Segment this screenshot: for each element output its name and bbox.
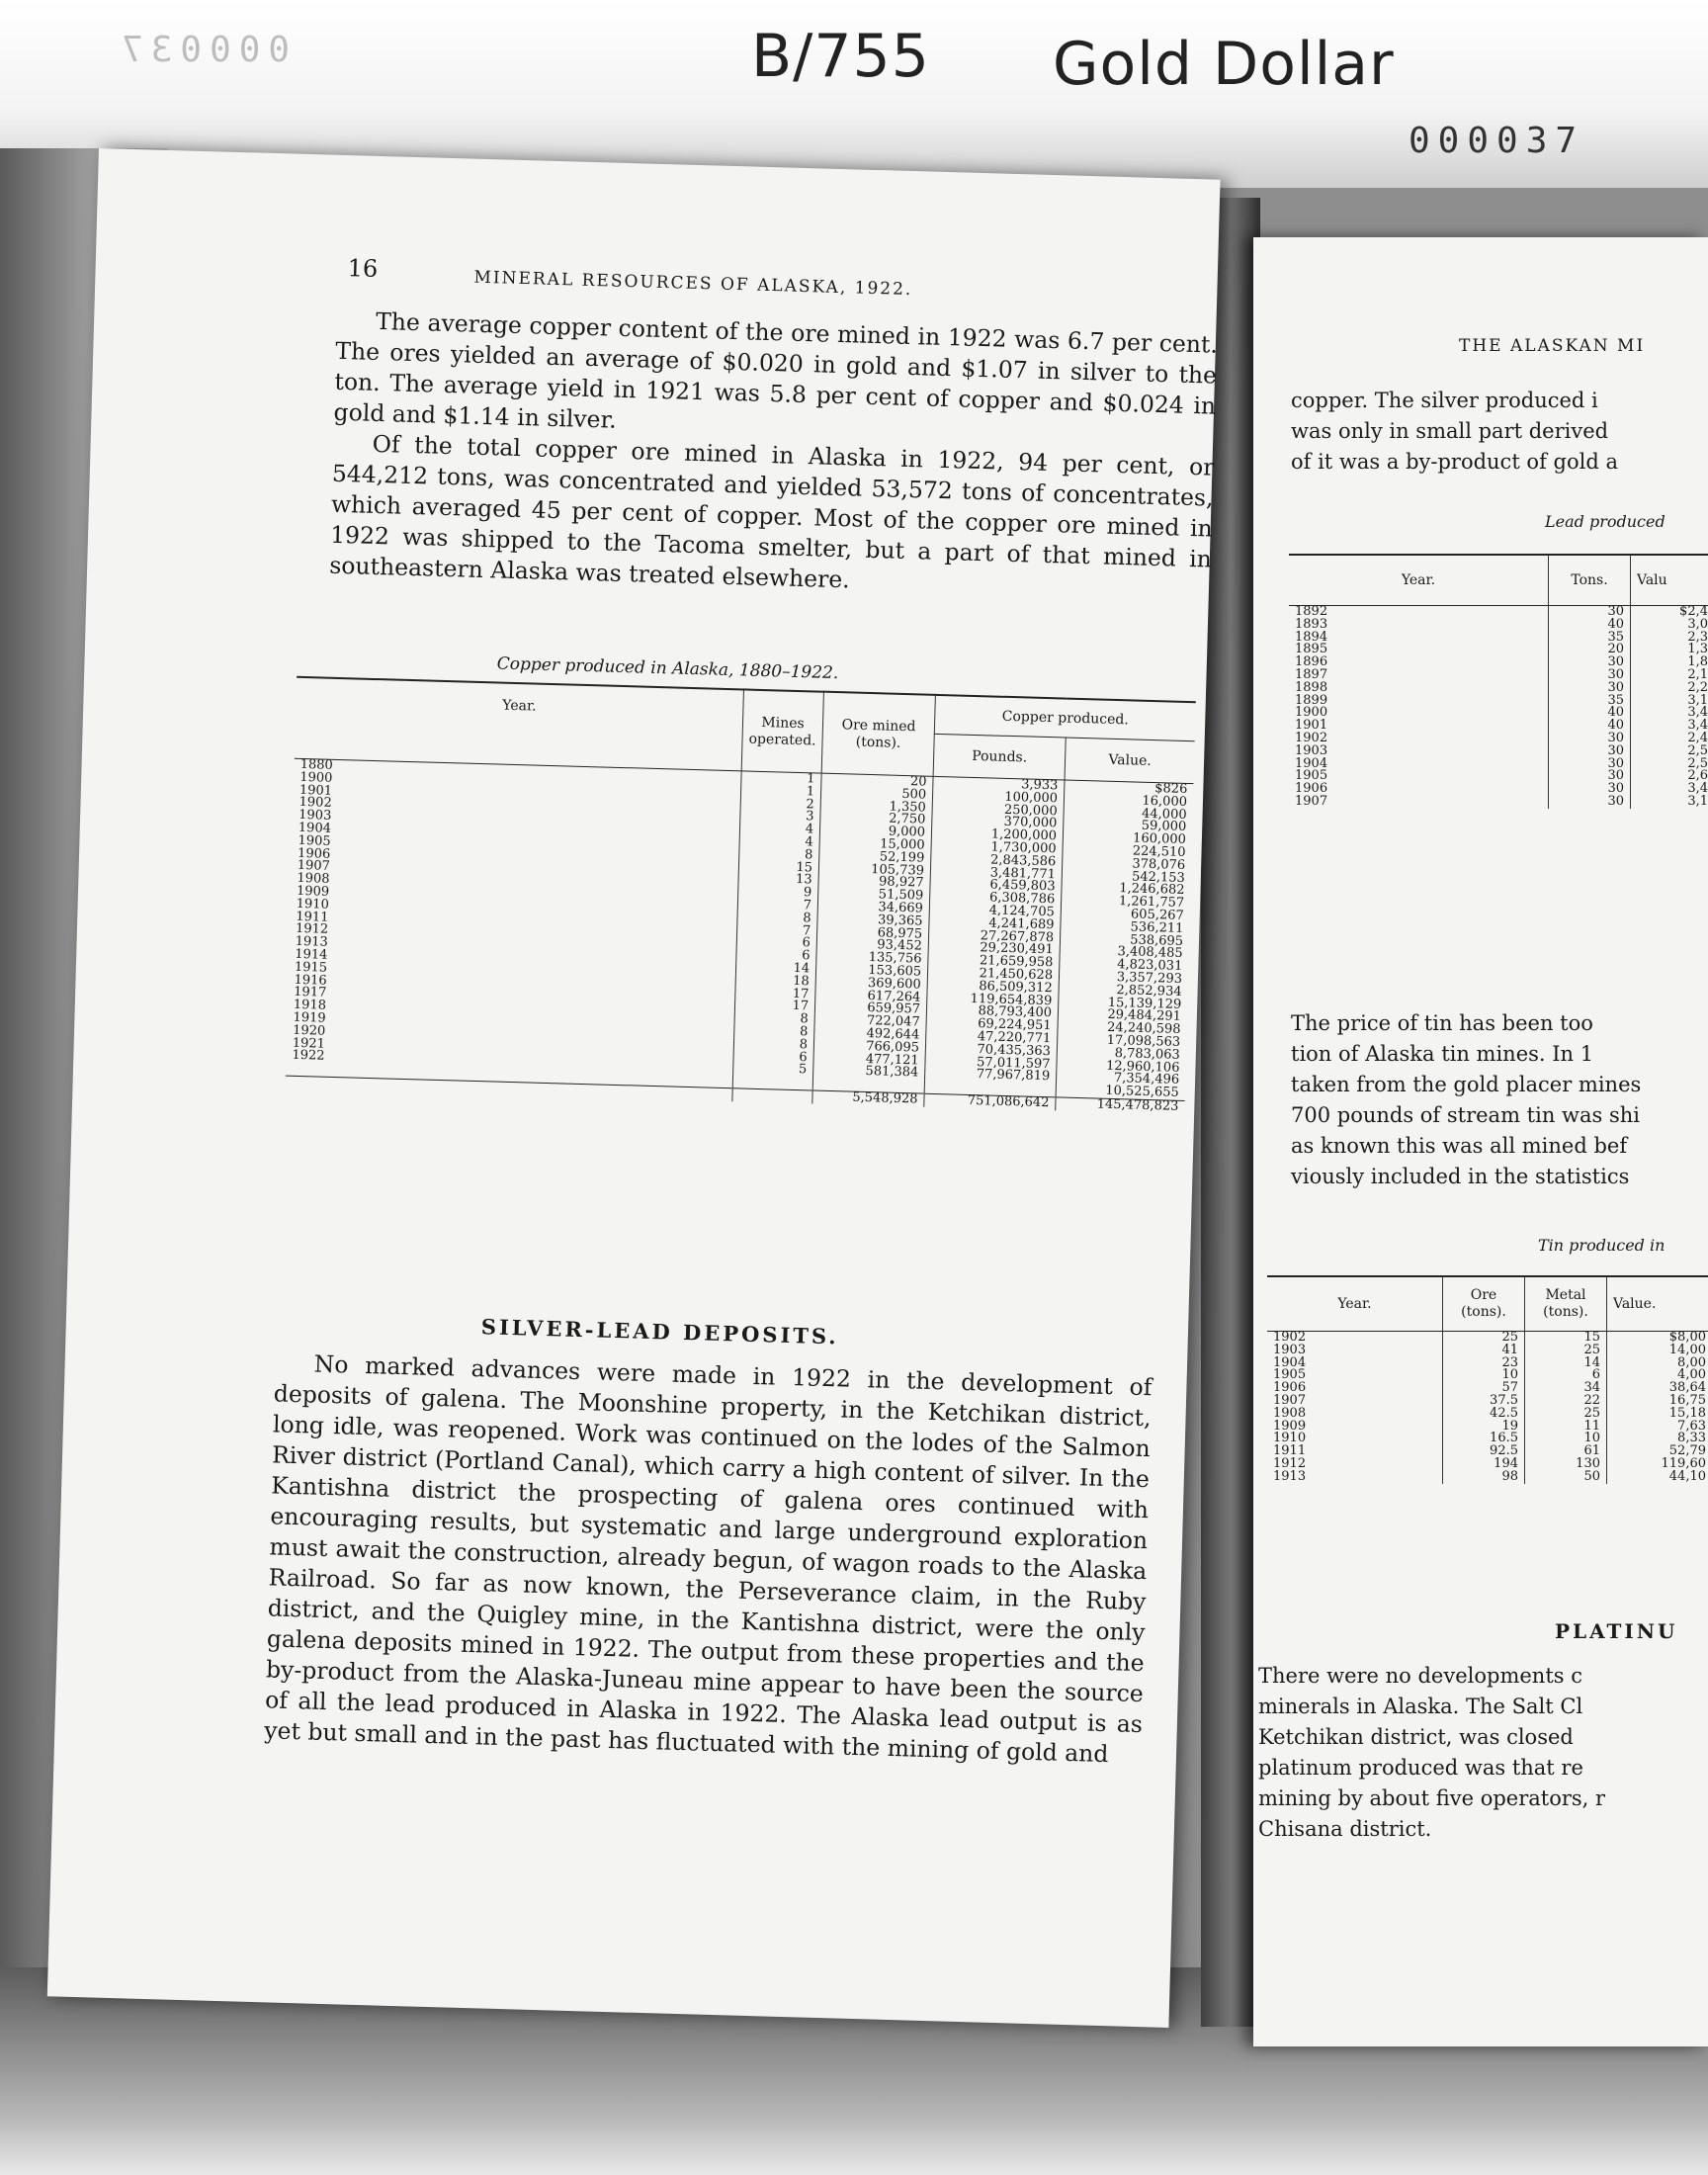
value-cell: 224,510	[1132, 843, 1186, 860]
year-cell: 1922	[286, 1050, 733, 1075]
table-row	[1289, 682, 1708, 695]
bleed-through-number: 000037	[114, 30, 291, 70]
pounds-cell: 69,224,951	[926, 1017, 1058, 1034]
mines-cell: 1	[740, 784, 820, 799]
table-row	[1289, 632, 1708, 645]
value-cell: 52,79	[1668, 1443, 1706, 1459]
tons-cell: 30	[1549, 796, 1631, 809]
table-row	[1289, 656, 1708, 669]
platinum-line: There were no developments c	[1258, 1664, 1582, 1688]
value-cell: 3,0	[1687, 616, 1708, 632]
pounds-cell: 6,308,786	[930, 891, 1062, 908]
value-cell: 4,823,031	[1116, 957, 1183, 975]
ore-cell: 500	[820, 786, 932, 802]
year-cell: 1899	[1289, 695, 1549, 708]
tons-cell: 35	[1549, 695, 1631, 708]
mines-cell: 18	[735, 974, 815, 989]
tons-cell: 35	[1549, 632, 1631, 645]
value-cell: 44,000	[1141, 806, 1187, 823]
year-cell: 1917	[288, 987, 735, 1011]
mines-cell: 15	[738, 860, 818, 875]
platinum-line: mining by about five operators, r	[1258, 1786, 1606, 1810]
ore-cell: 135,756	[816, 951, 928, 967]
tin-header-year: Year.	[1267, 1276, 1443, 1332]
ore-cell: 1,350	[820, 799, 932, 815]
tons-cell: 30	[1549, 745, 1631, 758]
tin-header-value: Value.	[1607, 1276, 1708, 1332]
table-row	[1289, 733, 1708, 745]
year-cell: 1900	[1289, 707, 1549, 720]
value-cell: 14,00	[1668, 1342, 1706, 1357]
table-row	[1289, 619, 1708, 632]
copper-header-mines: Mines operated.	[741, 689, 823, 773]
mines-cell: 8	[737, 911, 817, 925]
silver-lead-paragraph: No marked advances were made in 1922 in the development of deposits of galena. The Moonshine property, in the Ketchikan district, long idle, was reopened. Work was continued on the lodes of the Salmon River district (Portland Canal), which carry a high content of silver. In the Kantishna district the prospecting of galena ores continued with encouraging results, but systematic and large underground exploration must await the construction, already begun, of wagon roads to the Alaska Railroad. So far as now known, the Perseverance claim, in the Ruby district, and the Quigley mine, in the Kantishna district, were the only galena deposits mined in 1922. The output from these properties and the by-product from the Alaska-Juneau mine appear to have been the source of all the lead produced in Alaska in 1922. The Alaska lead output is as yet but small and in the past has fluctuated with the mining of gold and	[263, 1349, 1153, 1769]
metal-cell: 61	[1525, 1445, 1607, 1458]
year-cell: 1901	[294, 784, 741, 809]
mines-cell: 5	[733, 1063, 813, 1078]
ore-cell: 617,264	[815, 989, 927, 1004]
year-cell: 1906	[292, 847, 739, 872]
lead-header-value: Valu	[1631, 555, 1708, 606]
ore-cell: 722,047	[814, 1014, 926, 1030]
mines-cell: 14	[735, 961, 815, 976]
year-cell: 1895	[1289, 644, 1549, 656]
value-cell: 378,076	[1132, 856, 1186, 873]
catalog-note: B/755	[751, 22, 930, 91]
tons-cell: 30	[1549, 606, 1631, 619]
mines-cell: 6	[736, 948, 816, 963]
tin-line: tion of Alaska tin mines. In 1	[1291, 1042, 1594, 1066]
table-row	[1267, 1345, 1708, 1357]
table-row	[1267, 1369, 1708, 1382]
mines-cell: 7	[737, 923, 817, 938]
value-cell: 15,139,129	[1107, 995, 1182, 1012]
ore-cell: 581,384	[813, 1065, 925, 1081]
mines-cell: 6	[736, 936, 816, 951]
metal-cell: 10	[1525, 1433, 1607, 1445]
ore-cell: 98	[1443, 1471, 1525, 1484]
ore-cell: 98,927	[818, 875, 930, 891]
value-cell: 536,211	[1130, 919, 1184, 936]
mines-cell: 3	[740, 810, 820, 825]
ore-cell: 37.5	[1443, 1395, 1525, 1408]
year-cell: 1903	[1289, 745, 1549, 758]
pounds-cell: 2,843,586	[931, 853, 1063, 870]
tin-table	[1267, 1275, 1708, 1484]
metal-cell: 25	[1525, 1408, 1607, 1421]
table-row	[1267, 1433, 1708, 1445]
mines-cell: 2	[740, 797, 820, 812]
total-value-cell: 145,478,823	[1096, 1096, 1179, 1114]
tin-line: 700 pounds of stream tin was shi	[1291, 1103, 1640, 1127]
value-cell: 2,2	[1687, 679, 1708, 695]
metal-cell: 14	[1525, 1357, 1607, 1370]
mines-cell: 8	[733, 1037, 813, 1052]
tons-cell: 30	[1549, 733, 1631, 745]
ore-cell: 92.5	[1443, 1445, 1525, 1458]
intro-paragraph: Of the total copper ore mined in Alaska in 1922, 94 per cent, or 544,212 tons, was concentrated and yielded 53,572 tons of concentrates, which averaged 45 per cent of copper. Most of the copper ore mined in 1922 was shipped to the Tacoma smelter, but a part of that mined in southeastern Alaska was treated elsewhere.	[328, 429, 1215, 594]
ore-cell: 41	[1443, 1345, 1525, 1357]
pounds-cell: 6,459,803	[930, 878, 1062, 895]
ore-cell: 93,452	[816, 938, 928, 954]
pounds-cell: 1,730,000	[931, 840, 1063, 857]
lead-table-caption: Lead produced	[1545, 512, 1665, 531]
metal-cell: 50	[1525, 1471, 1607, 1484]
value-cell: 38,64	[1668, 1380, 1706, 1396]
year-cell: 1903	[1267, 1345, 1443, 1357]
metal-cell: 15	[1525, 1332, 1607, 1345]
pounds-cell: 57,011,597	[925, 1055, 1057, 1072]
year-cell: 1908	[291, 873, 738, 898]
table-row	[1267, 1458, 1708, 1471]
value-cell: 8,783,063	[1114, 1045, 1181, 1063]
mines-cell: 8	[739, 847, 819, 862]
year-cell: 1905	[292, 835, 739, 860]
platinum-line: Ketchikan district, was closed	[1258, 1725, 1574, 1749]
value-cell: 2,3	[1687, 629, 1708, 645]
pounds-cell: 4,241,689	[929, 916, 1061, 933]
value-cell: 15,18	[1668, 1405, 1706, 1421]
year-cell: 1910	[1267, 1433, 1443, 1445]
right-top-line: copper. The silver produced i	[1291, 389, 1598, 412]
tons-cell: 30	[1549, 758, 1631, 771]
mines-cell: 9	[738, 886, 818, 901]
pounds-cell: 250,000	[932, 802, 1064, 819]
year-cell: 1912	[290, 923, 737, 948]
ore-cell: 23	[1443, 1357, 1525, 1370]
value-cell: 2,1	[1687, 666, 1708, 682]
tin-text	[1291, 1008, 1641, 1192]
title-note: Gold Dollar	[1053, 30, 1395, 99]
platinum-text	[1258, 1661, 1605, 1845]
pounds-cell: 100,000	[932, 790, 1064, 807]
pounds-cell: 27,267,878	[928, 928, 1060, 945]
value-cell: 16,75	[1668, 1392, 1706, 1408]
ore-cell: 25	[1443, 1332, 1525, 1345]
pounds-cell: 4,124,705	[929, 904, 1061, 920]
year-cell: 1904	[1267, 1357, 1443, 1370]
mines-cell: 4	[739, 834, 819, 849]
table-row	[1289, 783, 1708, 796]
right-page	[1253, 237, 1708, 2046]
value-cell: 17,098,563	[1106, 1032, 1181, 1050]
total-ore-cell: 5,548,928	[812, 1090, 924, 1106]
total-pounds-cell: 751,086,642	[924, 1093, 1056, 1110]
lead-table	[1289, 554, 1708, 809]
ore-cell: 51,509	[818, 888, 930, 904]
table-row	[1289, 758, 1708, 771]
year-cell: 1908	[1267, 1408, 1443, 1421]
ore-cell: 42.5	[1443, 1408, 1525, 1421]
right-top-line: was only in small part derived	[1291, 419, 1609, 443]
table-row	[1289, 770, 1708, 783]
ore-cell: 39,365	[817, 913, 929, 928]
year-cell: 1913	[289, 936, 736, 961]
value-cell: 3,1	[1687, 793, 1708, 809]
year-cell: 1906	[1289, 783, 1549, 796]
left-page	[47, 148, 1221, 2028]
table-row	[1289, 796, 1708, 809]
ore-cell: 194	[1443, 1458, 1525, 1471]
table-row	[1267, 1408, 1708, 1421]
value-cell: 44,10	[1668, 1468, 1706, 1484]
year-cell: 1916	[288, 974, 735, 999]
lead-header-year: Year.	[1289, 555, 1549, 606]
value-cell: 3,4	[1687, 705, 1708, 721]
mines-cell: 6	[733, 1050, 813, 1065]
value-cell: 10,525,655	[1105, 1083, 1179, 1101]
copper-header-produced: Copper produced.	[934, 695, 1195, 741]
copper-header-pounds: Pounds.	[933, 734, 1066, 780]
tons-cell: 20	[1549, 644, 1631, 656]
value-cell: 119,60	[1661, 1455, 1706, 1471]
value-cell: $8,00	[1668, 1330, 1706, 1345]
tin-header-ore: Ore (tons).	[1443, 1276, 1525, 1332]
metal-cell: 22	[1525, 1395, 1607, 1408]
value-cell: 7,63	[1677, 1418, 1706, 1434]
right-top-line: of it was a by-product of gold a	[1291, 450, 1618, 474]
table-row	[1289, 644, 1708, 656]
value-cell: 59,000	[1141, 819, 1187, 835]
year-cell: 1911	[290, 911, 737, 935]
ore-cell: 766,095	[813, 1039, 925, 1055]
value-cell: 8,33	[1677, 1431, 1706, 1446]
value-cell: 29,484,291	[1107, 1007, 1182, 1025]
year-cell: 1909	[1267, 1421, 1443, 1434]
ore-cell: 68,975	[817, 925, 929, 941]
year-cell: 1898	[1289, 682, 1549, 695]
tons-cell: 30	[1549, 770, 1631, 783]
table-row	[1267, 1332, 1708, 1345]
value-cell: 4,00	[1677, 1367, 1706, 1383]
year-cell: 1902	[1289, 733, 1549, 745]
ore-cell: 153,605	[815, 964, 927, 980]
pounds-cell: 88,793,400	[926, 1004, 1058, 1021]
ore-cell: 10	[1443, 1369, 1525, 1382]
value-cell: 8,00	[1677, 1354, 1706, 1370]
year-cell: 1903	[293, 810, 740, 834]
metal-cell: 11	[1525, 1421, 1607, 1434]
ore-cell: 659,957	[814, 1001, 926, 1017]
value-cell: 2,5	[1687, 742, 1708, 758]
value-cell: 2,6	[1687, 768, 1708, 784]
table-row	[1267, 1471, 1708, 1484]
value-cell: 12,960,106	[1105, 1058, 1180, 1076]
ore-cell: 52,199	[819, 849, 931, 865]
pounds-cell: 3,933	[933, 776, 1065, 793]
year-cell: 1921	[287, 1037, 734, 1062]
platinum-line: minerals in Alaska. The Salt Cl	[1258, 1695, 1583, 1718]
ore-cell: 9,000	[819, 825, 931, 840]
pounds-cell: 86,509,312	[927, 979, 1059, 996]
value-cell: 3,4	[1687, 781, 1708, 797]
tons-cell: 40	[1549, 619, 1631, 632]
tin-header-metal: Metal (tons).	[1525, 1276, 1607, 1332]
value-cell: 1,261,757	[1118, 894, 1185, 912]
ore-cell: 2,750	[820, 812, 932, 827]
mines-cell: 13	[738, 873, 818, 888]
year-cell: 1910	[291, 898, 738, 922]
page-number: 16	[347, 254, 379, 283]
year-cell: 1905	[1267, 1369, 1443, 1382]
table-row	[1289, 707, 1708, 720]
tin-line: as known this was all mined bef	[1291, 1134, 1628, 1158]
year-cell: 1904	[293, 823, 740, 847]
year-cell: 1880	[294, 758, 741, 784]
year-cell: 1914	[289, 949, 736, 974]
pounds-cell: 47,220,771	[926, 1030, 1058, 1047]
tons-cell: 30	[1549, 682, 1631, 695]
table-row	[1267, 1382, 1708, 1395]
value-cell: 605,267	[1130, 907, 1184, 923]
tin-table-caption: Tin produced in	[1538, 1236, 1665, 1255]
pounds-cell: 21,659,958	[928, 954, 1060, 971]
year-cell: 1915	[289, 961, 736, 986]
platinum-line: platinum produced was that re	[1258, 1756, 1583, 1780]
value-cell: 2,852,934	[1116, 982, 1182, 1000]
year-cell: 1907	[1289, 796, 1549, 809]
table-row	[1289, 695, 1708, 708]
year-cell: 1912	[1267, 1458, 1443, 1471]
copper-header-year: Year.	[295, 677, 744, 771]
platinum-heading: PLATINU	[1555, 1619, 1678, 1643]
copper-header-value: Value.	[1065, 738, 1195, 784]
metal-cell: 6	[1525, 1369, 1607, 1382]
value-cell: 2,4	[1687, 730, 1708, 745]
year-cell: 1906	[1267, 1382, 1443, 1395]
platinum-line: Chisana district.	[1258, 1817, 1432, 1841]
table-row	[1289, 745, 1708, 758]
silver-lead-heading: SILVER-LEAD DEPOSITS.	[480, 1314, 840, 1349]
tons-cell: 30	[1549, 656, 1631, 669]
value-cell: 3,408,485	[1117, 944, 1183, 962]
year-cell: 1907	[292, 860, 739, 885]
metal-cell: 130	[1525, 1458, 1607, 1471]
tin-line: viously included in the statistics	[1291, 1165, 1630, 1188]
year-cell: 1904	[1289, 758, 1549, 771]
pounds-cell: 370,000	[932, 815, 1064, 831]
mines-cell: 4	[739, 823, 819, 837]
table-row	[1267, 1445, 1708, 1458]
value-cell: 2,5	[1687, 755, 1708, 771]
year-cell: 1913	[1267, 1471, 1443, 1484]
intro-paragraph: The average copper content of the ore mined in 1922 was 6.7 per cent. The ores yielded an average of $0.020 in gold and $1.07 in silver to the ton. The average yield in 1921 was 5.8 per cent of copper and $0.024 in gold and $1.14 in silver.	[333, 306, 1219, 434]
value-cell: 542,153	[1131, 869, 1186, 886]
ore-cell: 15,000	[819, 837, 931, 853]
mines-cell: 17	[734, 1000, 814, 1014]
pounds-cell: 29,230,491	[928, 941, 1060, 958]
year-cell: 1896	[1289, 656, 1549, 669]
year-cell: 1909	[291, 886, 738, 911]
mines-cell: 8	[734, 1024, 814, 1039]
year-cell: 1897	[1289, 669, 1549, 682]
ore-cell: 477,121	[813, 1052, 925, 1068]
mines-cell: 1	[741, 771, 821, 787]
ore-cell: 34,669	[817, 901, 929, 916]
year-cell: 1901	[1289, 720, 1549, 733]
value-cell: 1,3	[1687, 642, 1708, 657]
table-row	[1289, 606, 1708, 619]
year-cell: 1919	[287, 1012, 734, 1037]
tin-line: taken from the gold placer mines	[1291, 1073, 1642, 1096]
year-cell: 1892	[1289, 606, 1549, 619]
value-cell: 7,354,496	[1113, 1071, 1180, 1088]
value-cell: 3,1	[1687, 692, 1708, 708]
tons-cell: 40	[1549, 707, 1631, 720]
tons-cell: 30	[1549, 669, 1631, 682]
copper-table	[286, 676, 1196, 1114]
value-cell: 160,000	[1132, 830, 1187, 848]
table-row	[1267, 1357, 1708, 1370]
copper-header-ore: Ore mined (tons).	[821, 692, 935, 777]
year-cell: 1902	[293, 797, 740, 822]
ore-cell: 20	[821, 773, 933, 789]
pounds-cell: 21,450,628	[927, 967, 1059, 984]
year-cell: 1894	[1289, 632, 1549, 645]
pounds-cell: 3,481,771	[930, 865, 1062, 882]
year-cell: 1900	[294, 772, 741, 797]
lead-header-tons: Tons.	[1549, 555, 1631, 606]
pounds-cell: 70,435,363	[925, 1042, 1057, 1059]
mines-cell: 8	[734, 1011, 814, 1026]
right-running-head: THE ALASKAN MI	[1459, 336, 1646, 356]
tons-cell: 30	[1549, 783, 1631, 796]
year-cell: 1911	[1267, 1445, 1443, 1458]
value-cell: 1,246,682	[1119, 881, 1185, 899]
mines-cell: 17	[735, 987, 815, 1001]
value-cell: $2,4	[1679, 604, 1708, 619]
running-head: MINERAL RESOURCES OF ALASKA, 1922.	[473, 267, 913, 301]
value-cell: 538,695	[1130, 932, 1184, 949]
metal-cell: 25	[1525, 1345, 1607, 1357]
ore-cell: 105,739	[818, 862, 930, 878]
pounds-cell: 77,967,819	[925, 1068, 1057, 1085]
tin-line: The price of tin has been too	[1291, 1011, 1593, 1035]
year-cell: 1905	[1289, 770, 1549, 783]
ore-cell: 57	[1443, 1382, 1525, 1395]
metal-cell: 34	[1525, 1382, 1607, 1395]
ore-cell: 369,600	[815, 976, 927, 992]
table-row	[1289, 669, 1708, 682]
mines-cell: 7	[737, 898, 817, 913]
ore-cell: 19	[1443, 1421, 1525, 1434]
pounds-cell: 1,200,000	[931, 827, 1063, 844]
year-cell: 1893	[1289, 619, 1549, 632]
value-cell: 3,4	[1687, 718, 1708, 734]
value-cell: 24,240,598	[1106, 1019, 1181, 1038]
year-cell: 1918	[288, 1000, 735, 1024]
value-cell: 1,8	[1687, 654, 1708, 670]
year-cell: 1907	[1267, 1395, 1443, 1408]
right-top-text	[1291, 386, 1618, 478]
tons-cell: 40	[1549, 720, 1631, 733]
ore-cell: 16.5	[1443, 1433, 1525, 1445]
value-cell: $826	[1154, 781, 1188, 798]
value-cell: 16,000	[1142, 793, 1188, 810]
value-cell: 3,357,293	[1116, 970, 1183, 987]
pounds-cell: 119,654,839	[927, 992, 1059, 1008]
year-cell: 1902	[1267, 1332, 1443, 1345]
table-row	[1289, 720, 1708, 733]
stamp-number: 000037	[1409, 121, 1585, 161]
table-row	[1267, 1395, 1708, 1408]
table-row	[1267, 1421, 1708, 1434]
year-cell: 1920	[287, 1024, 734, 1049]
copper-table-caption: Copper produced in Alaska, 1880–1922.	[496, 653, 839, 684]
ore-cell: 492,644	[814, 1026, 926, 1042]
